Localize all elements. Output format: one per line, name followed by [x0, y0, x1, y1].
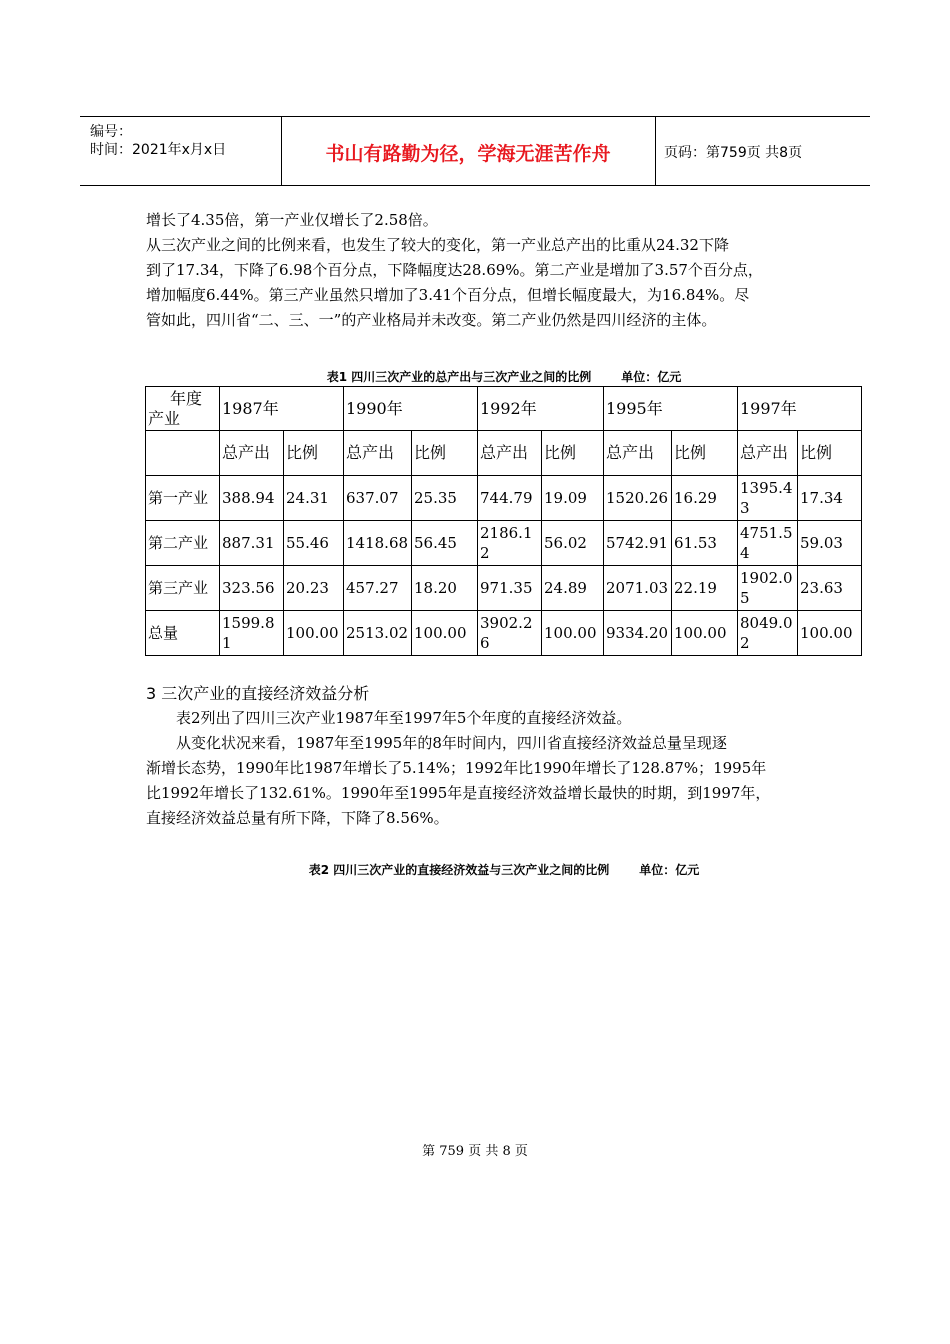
table-cell: 55.46 — [284, 521, 344, 566]
table-row — [146, 521, 862, 566]
subheader-cell: 总产出 — [344, 431, 412, 476]
table-cell: 323.56 — [220, 566, 284, 611]
row-label: 总量 — [146, 611, 220, 656]
table-cell: 3902.26 — [478, 611, 542, 656]
table1 — [145, 386, 862, 656]
corner-industry-label: 产业 — [148, 408, 181, 428]
table-cell: 2071.03 — [604, 566, 672, 611]
year-header: 1987年 — [220, 387, 344, 431]
section-title: 3 三次产业的直接经济效益分析 — [146, 684, 370, 703]
paragraph-line: 直接经济效益总量有所下降，下降了8.56%。 — [146, 809, 449, 827]
table-cell: 59.03 — [798, 521, 862, 566]
table-cell: 100.00 — [542, 611, 604, 656]
paragraph-line: 增长了4.35倍，第一产业仅增长了2.58倍。 — [146, 211, 438, 229]
table-cell: 25.35 — [412, 476, 478, 521]
table-cell: 100.00 — [284, 611, 344, 656]
table-cell: 17.34 — [798, 476, 862, 521]
table-cell: 1395.43 — [738, 476, 798, 521]
table-cell: 1902.05 — [738, 566, 798, 611]
table-cell: 100.00 — [798, 611, 862, 656]
number-label: 编号： — [90, 124, 132, 140]
table2-unit: 单位：亿元 — [639, 863, 700, 877]
table-cell: 22.19 — [672, 566, 738, 611]
year-header: 1995年 — [604, 387, 738, 431]
paragraph-1 — [146, 208, 806, 333]
table-cell: 56.45 — [412, 521, 478, 566]
paragraph-3 — [146, 731, 806, 831]
year-header: 1992年 — [478, 387, 604, 431]
table2-caption-text: 表2 四川三次产业的直接经济效益与三次产业之间的比例 — [308, 863, 610, 877]
table-cell: 887.31 — [220, 521, 284, 566]
corner-cell — [146, 387, 220, 431]
table-cell: 100.00 — [672, 611, 738, 656]
page-header — [80, 116, 870, 186]
paragraph-line: 从变化状况来看，1987年至1995年的8年时间内，四川省直接经济效益总量呈现逐 — [176, 734, 727, 752]
table-cell: 2186.12 — [478, 521, 542, 566]
paragraph-line: 渐增长态势，1990年比1987年增长了5.14%；1992年比1990年增长了128.87%；1995年 — [146, 759, 767, 777]
table1-caption — [146, 368, 862, 385]
table-cell: 8049.02 — [738, 611, 798, 656]
table-cell: 971.35 — [478, 566, 542, 611]
table-cell: 5742.91 — [604, 521, 672, 566]
subheader-cell: 总产出 — [604, 431, 672, 476]
table-cell: 2513.02 — [344, 611, 412, 656]
table-cell: 9334.20 — [604, 611, 672, 656]
corner-year-label: 年度 — [170, 388, 203, 408]
table2-caption — [146, 861, 862, 878]
subheader-cell: 比例 — [672, 431, 738, 476]
row-label: 第三产业 — [146, 566, 220, 611]
time-label: 时间：2021年x月x日 — [90, 142, 227, 158]
row-label: 第二产业 — [146, 521, 220, 566]
table-subheader-row — [146, 431, 862, 476]
table-row — [146, 611, 862, 656]
year-header: 1997年 — [738, 387, 862, 431]
paragraph-line: 管如此，四川省“二、三、一”的产业格局并未改变。第二产业仍然是四川经济的主体。 — [146, 311, 717, 329]
paragraph-line: 增加幅度6.44%。第三产业虽然只增加了3.41个百分点，但增长幅度最大，为16.84%。尽 — [146, 286, 750, 304]
empty-cell — [146, 431, 220, 476]
table-cell: 23.63 — [798, 566, 862, 611]
table-cell: 24.89 — [542, 566, 604, 611]
year-header: 1990年 — [344, 387, 478, 431]
subheader-cell: 比例 — [284, 431, 344, 476]
row-label: 第一产业 — [146, 476, 220, 521]
header-divider-right — [655, 117, 656, 185]
table1-unit: 单位：亿元 — [621, 370, 682, 384]
table-cell: 457.27 — [344, 566, 412, 611]
table-cell: 20.23 — [284, 566, 344, 611]
page-footer: 第 759 页 共 8 页 — [422, 1144, 528, 1159]
table-cell: 24.31 — [284, 476, 344, 521]
table-cell: 1599.81 — [220, 611, 284, 656]
table-row — [146, 566, 862, 611]
subheader-cell: 总产出 — [220, 431, 284, 476]
table-cell: 1520.26 — [604, 476, 672, 521]
subheader-cell: 比例 — [798, 431, 862, 476]
paragraph-line: 比1992年增长了132.61%。1990年至1995年是直接经济效益增长最快的时期，到1997年， — [146, 784, 771, 802]
table-cell: 61.53 — [672, 521, 738, 566]
subheader-cell: 总产出 — [738, 431, 798, 476]
table-cell: 1418.68 — [344, 521, 412, 566]
subheader-cell: 比例 — [412, 431, 478, 476]
subheader-cell: 比例 — [542, 431, 604, 476]
table-cell: 744.79 — [478, 476, 542, 521]
table-cell: 16.29 — [672, 476, 738, 521]
paragraph-line: 从三次产业之间的比例来看，也发生了较大的变化，第一产业总产出的比重从24.32下降 — [146, 236, 729, 254]
table-cell: 637.07 — [344, 476, 412, 521]
table-cell: 19.09 — [542, 476, 604, 521]
table-cell: 56.02 — [542, 521, 604, 566]
header-page-info: 页码：第759页 共8页 — [664, 145, 803, 161]
paragraph-2 — [146, 706, 806, 731]
header-motto: 书山有路勤为径，学海无涯苦作舟 — [325, 142, 611, 165]
table-cell: 18.20 — [412, 566, 478, 611]
table-cell: 4751.54 — [738, 521, 798, 566]
table-cell: 100.00 — [412, 611, 478, 656]
paragraph-line: 表2列出了四川三次产业1987年至1997年5个年度的直接经济效益。 — [176, 709, 632, 727]
header-meta — [90, 123, 226, 159]
table1-caption-text: 表1 四川三次产业的总产出与三次产业之间的比例 — [326, 370, 592, 384]
table-row — [146, 476, 862, 521]
paragraph-line: 到了17.34，下降了6.98个百分点，下降幅度达28.69%。第二产业是增加了3.57个百分点， — [146, 261, 763, 279]
table-header-row — [146, 387, 862, 431]
table-cell: 388.94 — [220, 476, 284, 521]
subheader-cell: 总产出 — [478, 431, 542, 476]
